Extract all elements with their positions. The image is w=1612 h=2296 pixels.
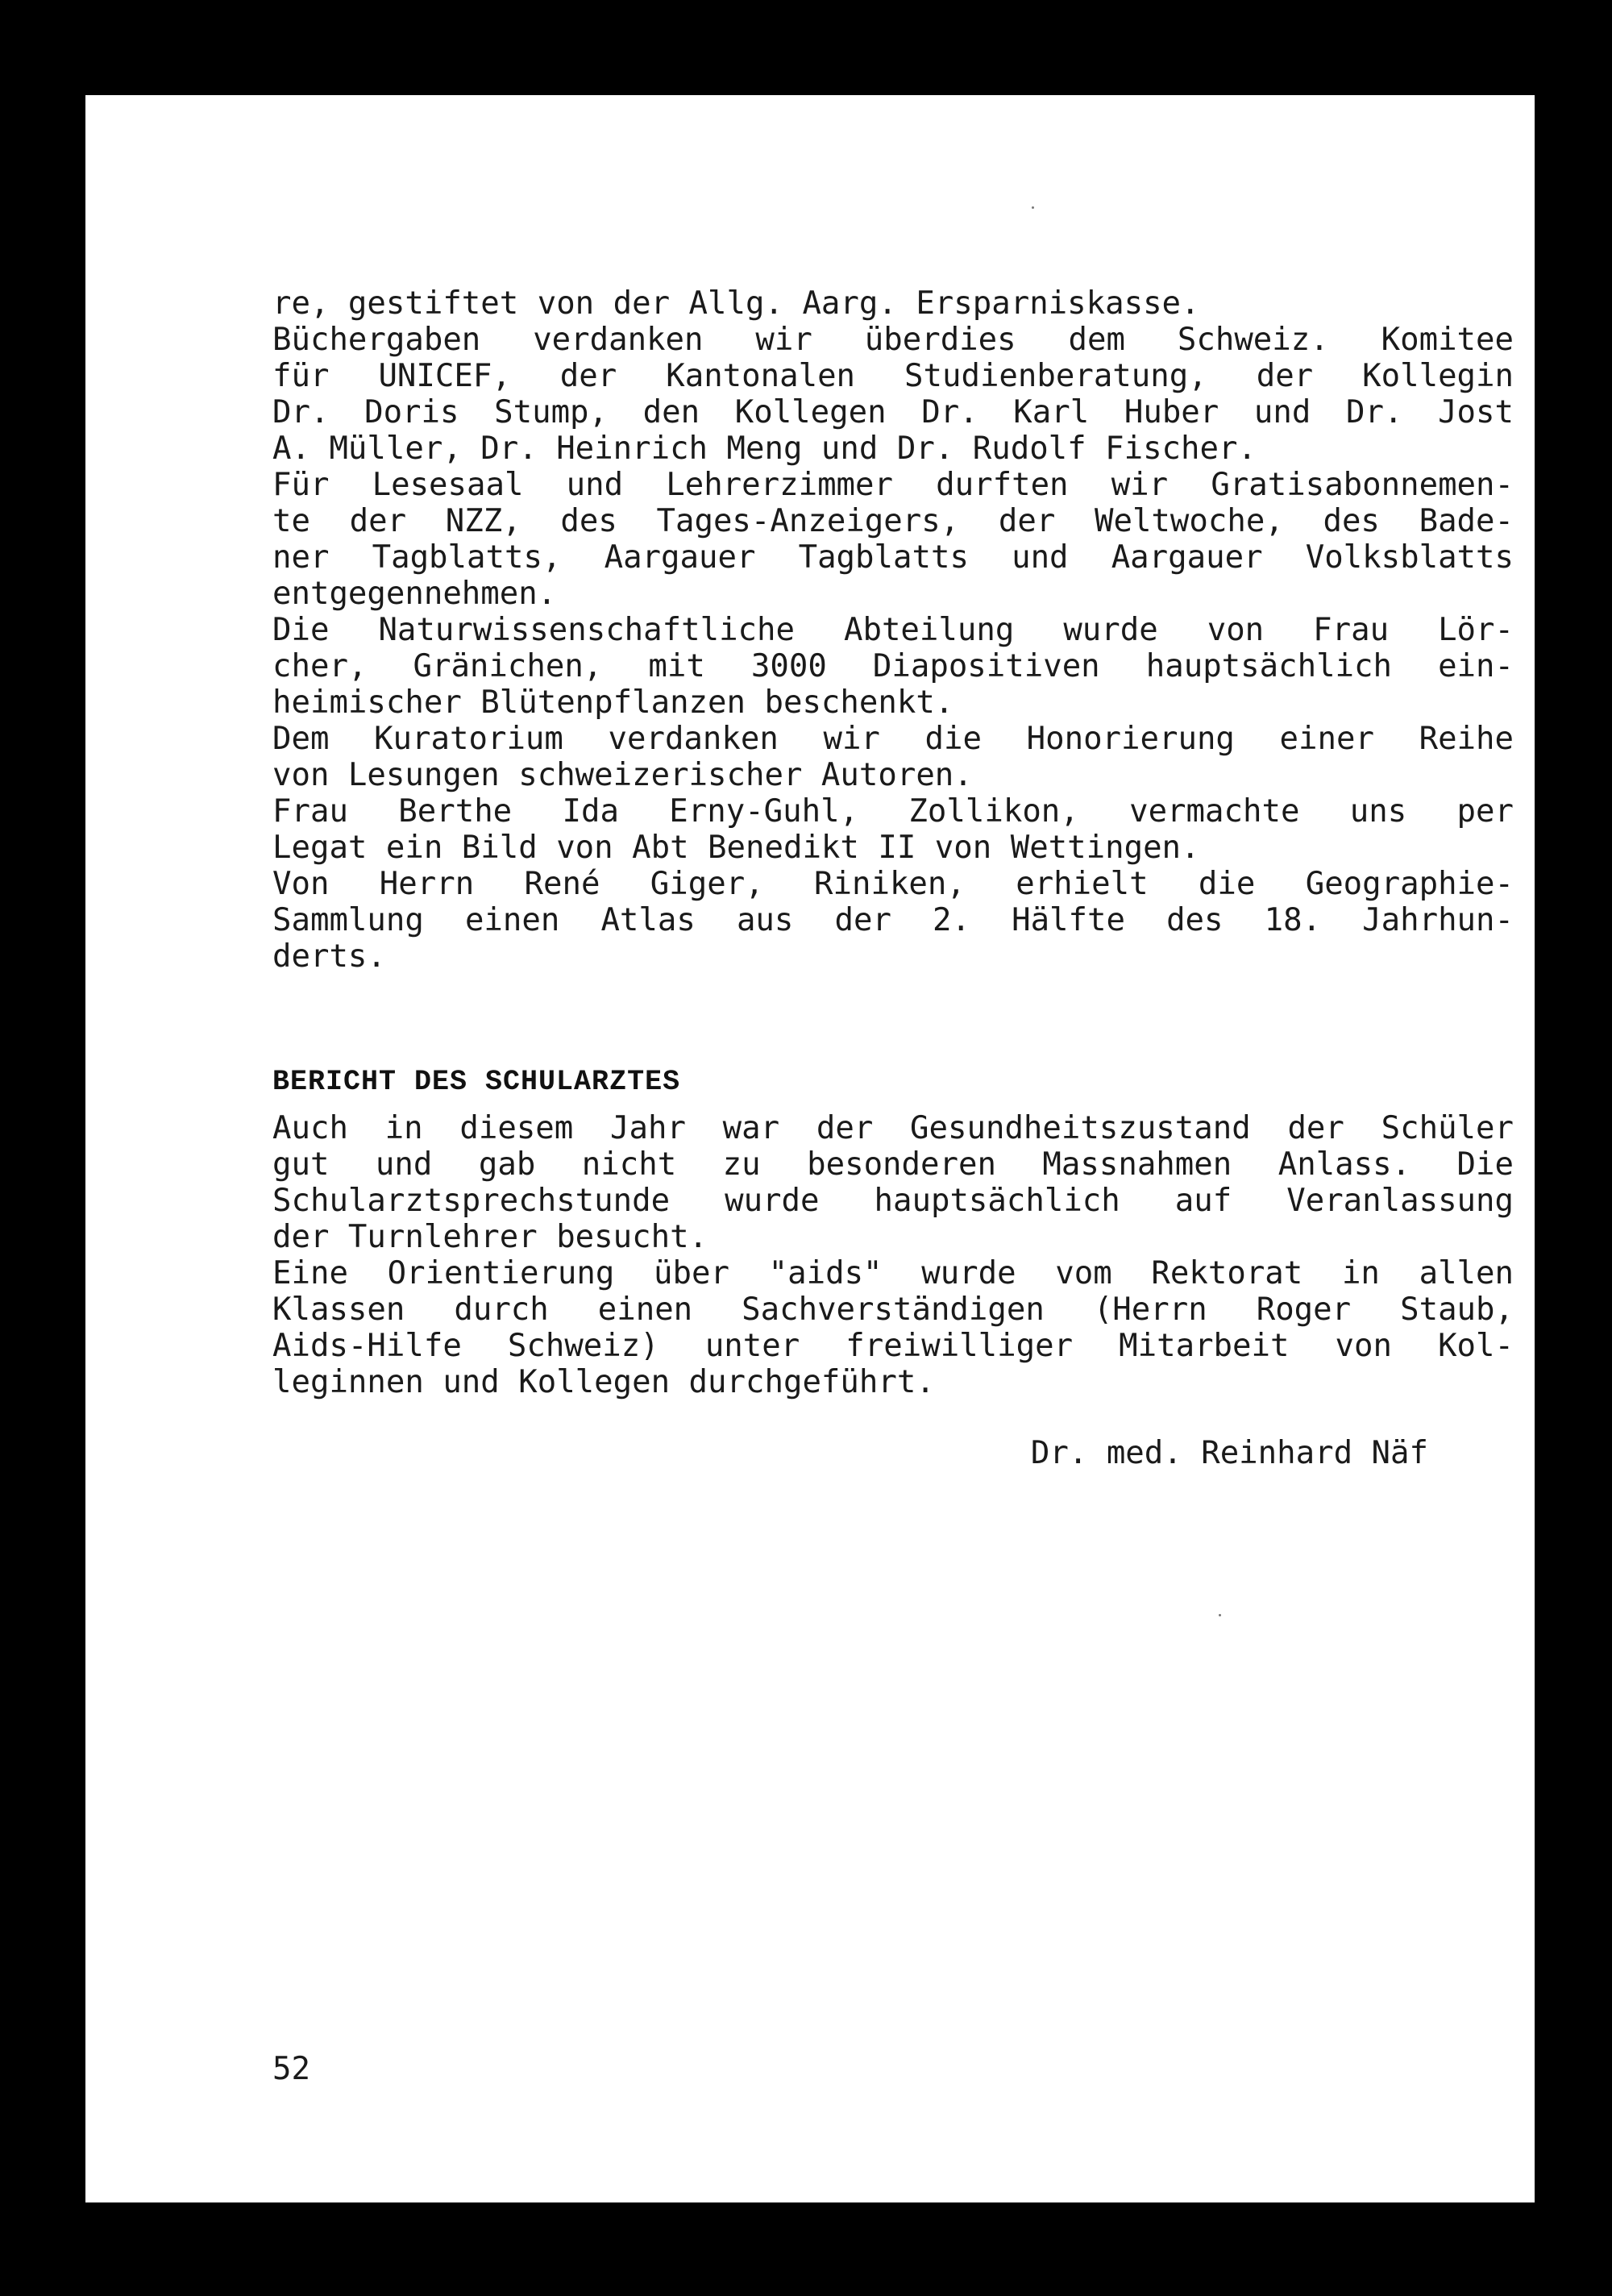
text-line: Auch in diesem Jahr war der Gesundheitszustand der Schüler bbox=[272, 1110, 1514, 1146]
text-line: Dr. Doris Stump, den Kollegen Dr. Karl Huber und Dr. Jost bbox=[272, 394, 1514, 430]
text-line: Frau Berthe Ida Erny-Guhl, Zollikon, vermachte uns per bbox=[272, 793, 1514, 830]
text-line: für UNICEF, der Kantonalen Studienberatung, der Kollegin bbox=[272, 358, 1514, 394]
text-line: Klassen durch einen Sachverständigen (Herrn Roger Staub, bbox=[272, 1292, 1514, 1328]
text-line: entgegennehmen. bbox=[272, 576, 557, 612]
text-line: derts. bbox=[272, 938, 386, 975]
page-number: 52 bbox=[272, 2051, 310, 2087]
text-line: von Lesungen schweizerischer Autoren. bbox=[272, 757, 973, 793]
text-line: cher, Gränichen, mit 3000 Diapositiven hauptsächlich ein- bbox=[272, 648, 1514, 684]
scan-speck bbox=[1032, 206, 1034, 209]
scan-speck bbox=[1219, 1614, 1221, 1616]
text-line: Dem Kuratorium verdanken wir die Honorierung einer Reihe bbox=[272, 721, 1514, 757]
section-heading: BERICHT DES SCHULARZTES bbox=[272, 1066, 681, 1099]
text-line: Schularztsprechstunde wurde hauptsächlich auf Veranlassung bbox=[272, 1183, 1514, 1219]
text-line: Für Lesesaal und Lehrerzimmer durften wir Gratisabonnemen- bbox=[272, 467, 1514, 503]
text-line: A. Müller, Dr. Heinrich Meng und Dr. Rudolf Fischer. bbox=[272, 430, 1257, 467]
text-line: der Turnlehrer besucht. bbox=[272, 1219, 708, 1255]
text-line: Büchergaben verdanken wir überdies dem Schweiz. Komitee bbox=[272, 322, 1514, 358]
text-line: Aids-Hilfe Schweiz) unter freiwilliger Mitarbeit von Kol- bbox=[272, 1328, 1514, 1364]
text-line: te der NZZ, des Tages-Anzeigers, der Weltwoche, des Bade- bbox=[272, 503, 1514, 539]
document-page bbox=[85, 95, 1535, 2202]
text-line: ner Tagblatts, Aargauer Tagblatts und Aargauer Volksblatts bbox=[272, 539, 1514, 576]
text-line: re, gestiftet von der Allg. Aarg. Ersparniskasse. bbox=[272, 285, 1200, 322]
text-line: gut und gab nicht zu besonderen Massnahmen Anlass. Die bbox=[272, 1146, 1514, 1183]
text-line: Sammlung einen Atlas aus der 2. Hälfte des 18. Jahrhun- bbox=[272, 902, 1514, 938]
text-line: leginnen und Kollegen durchgeführt. bbox=[272, 1364, 935, 1400]
text-line: Eine Orientierung über "aids" wurde vom Rektorat in allen bbox=[272, 1255, 1514, 1292]
text-line: Von Herrn René Giger, Riniken, erhielt die Geographie- bbox=[272, 866, 1514, 902]
signature: Dr. med. Reinhard Näf bbox=[1030, 1435, 1428, 1471]
text-line: Die Naturwissenschaftliche Abteilung wurde von Frau Lör- bbox=[272, 612, 1514, 648]
text-line: Legat ein Bild von Abt Benedikt II von Wettingen. bbox=[272, 830, 1200, 866]
text-line: heimischer Blütenpflanzen beschenkt. bbox=[272, 684, 954, 721]
